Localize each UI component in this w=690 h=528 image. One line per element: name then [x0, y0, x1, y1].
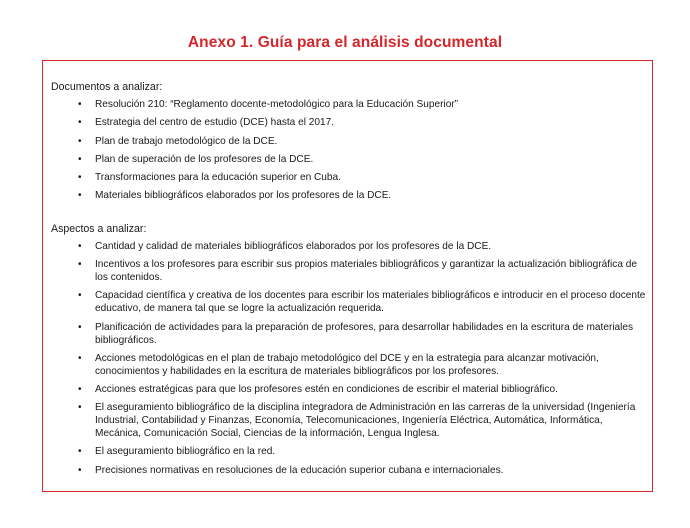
bullet-icon: •: [78, 135, 82, 147]
bullet-icon: •: [78, 99, 82, 110]
list-item: [78, 135, 648, 148]
aspects-list: [78, 240, 648, 482]
list-item: [78, 383, 648, 396]
list-item: [78, 153, 648, 166]
list-item-text: Acciones estratégicas para que los profesores estén en condiciones de escribir el material bibliográfico.: [95, 383, 558, 395]
list-item-text: Plan de superación de los profesores de la DCE.: [95, 153, 314, 165]
list-item-text: Planificación de actividades para la preparación de profesores, para desarrollar habilidades en la escritura de materiales bibliográficos.: [95, 321, 634, 346]
list-item: [78, 240, 648, 253]
list-item-text: Materiales bibliográficos elaborados por los profesores de la DCE.: [95, 190, 392, 202]
list-item: [78, 289, 648, 315]
bullet-icon: •: [78, 241, 82, 252]
list-item: [78, 321, 648, 347]
list-item-text: Acciones metodológicas en el plan de trabajo metodológico del DCE y en la estrategia para alcanzar motivación, conocimientos y habilidades en la escritura de materiales bibliográficos por los profesores.: [95, 352, 599, 377]
bullet-icon: •: [78, 172, 82, 184]
page-title: Anexo 1. Guía para el análisis documental: [187, 34, 503, 51]
list-item-text: Estrategia del centro de estudio (DCE) hasta el 2017.: [95, 117, 335, 129]
list-item: [78, 464, 648, 477]
bullet-icon: •: [78, 153, 82, 165]
list-item: [78, 189, 648, 202]
list-item: [78, 445, 648, 458]
list-item-text: Resolución 210: “Reglamento docente-metodológico para la Educación Superior”: [95, 99, 459, 110]
bullet-icon: •: [78, 446, 82, 458]
bullet-icon: •: [78, 321, 82, 333]
aspects-heading: Aspectos a analizar:: [51, 223, 147, 235]
list-item: [78, 98, 648, 111]
bullet-icon: •: [78, 117, 82, 129]
list-item-text: El aseguramiento bibliográfico de la disciplina integradora de Administración en las carreras de la universidad (Ingeniería Industrial, Contabilidad y Finanzas, Economía, Telecomunicaciones, Ingeniería Eléctrica, Automática, Informática, Mecánica, Comunicación Social, Ciencias de la información, Lengua Inglesa.: [95, 402, 636, 440]
list-item: [78, 171, 648, 184]
bullet-icon: •: [78, 352, 82, 364]
list-item-text: Precisiones normativas en resoluciones de la educación superior cubana e internacionales.: [95, 464, 504, 476]
bullet-icon: •: [78, 402, 82, 414]
list-item-text: El aseguramiento bibliográfico en la red.: [95, 446, 276, 458]
list-item: [78, 401, 648, 440]
list-item-text: Transformaciones para la educación superior en Cuba.: [95, 172, 341, 184]
bullet-icon: •: [78, 290, 82, 302]
bullet-icon: •: [78, 190, 82, 202]
list-item: [78, 258, 648, 284]
bullet-icon: •: [78, 259, 82, 271]
bullet-icon: •: [78, 383, 82, 395]
documents-heading: Documentos a analizar:: [51, 81, 163, 93]
list-item: [78, 352, 648, 378]
list-item-text: Plan de trabajo metodológico de la DCE.: [95, 135, 278, 147]
list-item-text: Capacidad científica y creativa de los docentes para escribir los materiales bibliográficos e introducir en el proceso docente educativo, de manera tal que se logre la actualización requerida.: [95, 290, 646, 315]
list-item-text: Incentivos a los profesores para escribir sus propios materiales bibliográficos y garantizar la actualización bibliográfica de los contenidos.: [95, 259, 637, 284]
documents-list: [78, 98, 648, 208]
list-item-text: Cantidad y calidad de materiales bibliográficos elaborados por los profesores de la DCE.: [95, 241, 492, 252]
list-item: [78, 116, 648, 129]
bullet-icon: •: [78, 464, 82, 476]
